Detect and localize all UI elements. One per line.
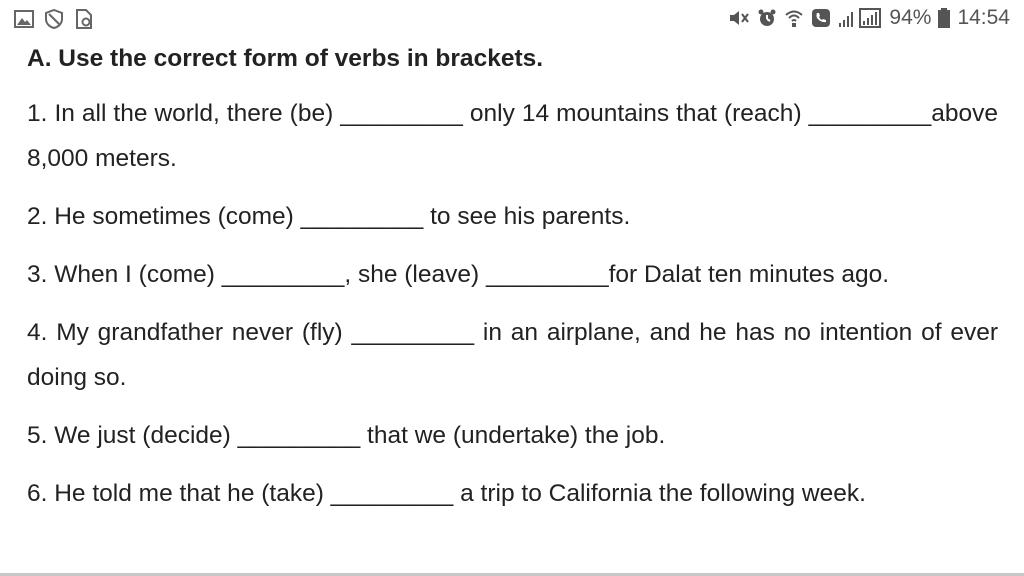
status-left-icons	[14, 9, 94, 29]
question-4: 4. My grandfather never (fly) _________ in an airplane, and he has no intention of ever doing so.	[27, 319, 998, 391]
mute-icon	[728, 8, 750, 28]
clock: 14:54	[957, 6, 1010, 29]
question-3: 3. When I (come) _________, she (leave) _________for Dalat ten minutes ago.	[27, 261, 890, 288]
phone-icon	[811, 8, 831, 28]
question-5: 5. We just (decide) _________ that we (undertake) the job.	[27, 422, 666, 449]
question-6: 6. He told me that he (take) _________ a trip to California the following week.	[27, 480, 866, 507]
worksheet	[27, 42, 998, 529]
image-icon	[14, 10, 34, 28]
wifi-call-icon	[784, 8, 804, 28]
status-bar	[0, 0, 1024, 38]
shield-icon	[44, 9, 64, 29]
battery-icon	[938, 8, 950, 28]
status-right	[728, 6, 1010, 30]
signal-icon	[838, 8, 882, 28]
sim-icon	[74, 9, 94, 29]
battery-percent: 94%	[889, 6, 932, 29]
question-1: 1. In all the world, there (be) _________ only 14 mountains that (reach) _________above 8,000 meters.	[27, 100, 998, 172]
question-2: 2. He sometimes (come) _________ to see his parents.	[27, 203, 631, 230]
worksheet-heading: A. Use the correct form of verbs in brackets.	[27, 45, 544, 72]
alarm-icon	[757, 8, 777, 28]
